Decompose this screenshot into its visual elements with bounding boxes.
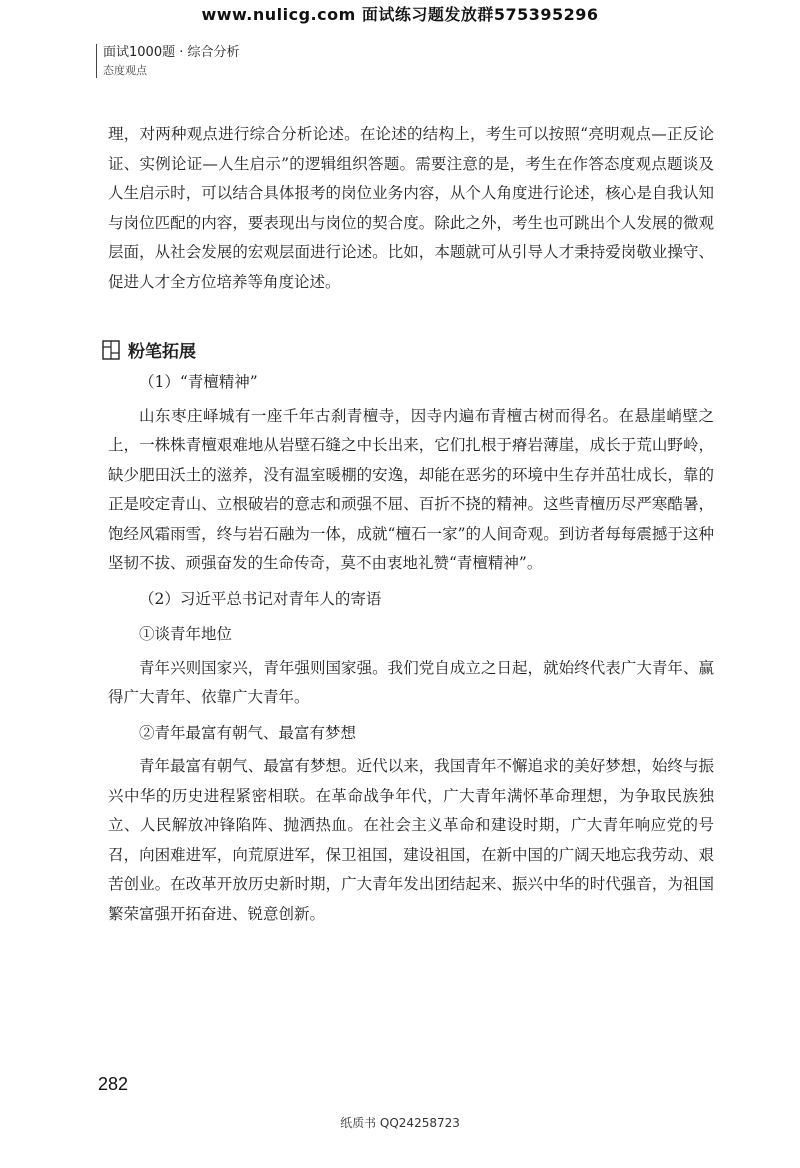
book-title: 面试1000题 · 综合分析 xyxy=(103,45,240,60)
sub2-paragraph: 青年最富有朝气、最富有梦想。近代以来，我国青年不懈追求的美好梦想，始终与振兴中华的历史进程紧密相联。在革命战争年代，广大青年满怀革命理想，为争取民族独立、人民解放冲锋陷阵、抛洒热血。在社会主义革命和建设时期，广大青年响应党的号召，向困难进军，向荒原进军，保卫祖国，建设祖国，在新中国的广阔天地忘我劳动、艰苦创业。在改革开放历史新时期，广大青年发出团结起来、振兴中华的时代强音，为祖国繁荣富强开拓奋进、锐意创新。 xyxy=(108,757,714,923)
footer-note: 纸质书 QQ24258723 xyxy=(340,1116,460,1130)
running-header xyxy=(96,44,239,78)
watermark-banner: www.nulicg.com 面试练习题发放群575395296 xyxy=(201,5,599,24)
notebook-icon xyxy=(102,340,120,360)
extension-heading xyxy=(108,337,714,362)
page-body xyxy=(108,120,714,929)
item1-paragraph: 山东枣庄峄城有一座千年古刹青檀寺，因寺内遍布青檀古树而得名。在悬崖峭壁之上，一株株青檀艰难地从岩壁石缝之中长出来，它们扎根于瘠岩薄崖，成长于荒山野岭，缺少肥田沃土的滋养，没有温室暖棚的安逸，却能在恶劣的环境中生存并茁壮成长，靠的正是咬定青山、立根破岩的意志和顽强不屈、百折不挠的精神。这些青檀历尽严寒酷暑，饱经风霜雨雪，终与岩石融为一体，成就“檀石一家”的人间奇观。到访者每每震撼于这种坚韧不拔、顽强奋发的生命传奇，莫不由衷地礼赞“青檀精神”。 xyxy=(108,406,714,572)
sub1-paragraph: 青年兴则国家兴，青年强则国家强。我们党自成立之日起，就始终代表广大青年、赢得广大青年、依靠广大青年。 xyxy=(108,658,714,706)
extension-title: 粉笔拓展 xyxy=(128,342,196,362)
item2-title: （2）习近平总书记对青年人的寄语 xyxy=(139,589,382,608)
sub1-title: ①谈青年地位 xyxy=(139,625,233,643)
sub2-title: ②青年最富有朝气、最富有梦想 xyxy=(139,723,357,742)
intro-paragraph: 理，对两种观点进行综合分析论述。在论述的结构上，考生可以按照“亮明观点—正反论证、实例论证—人生启示”的逻辑组织答题。需要注意的是，考生在作答态度观点题谈及人生启示时，可以结合具体报考的岗位业务内容，从个人角度进行论述，核心是自我认知与岗位匹配的内容，要表现出与岗位的契合度。除此之外，考生也可跳出个人发展的微观层面，从社会发展的宏观层面进行论述。比如，本题就可从引导人才秉持爱岗敬业操守、促进人才全方位培养等角度论述。 xyxy=(108,125,714,291)
item1-title: （1）“青檀精神” xyxy=(139,373,258,391)
section-label: 态度观点 xyxy=(103,64,147,77)
page-number: 282 xyxy=(98,1074,129,1094)
